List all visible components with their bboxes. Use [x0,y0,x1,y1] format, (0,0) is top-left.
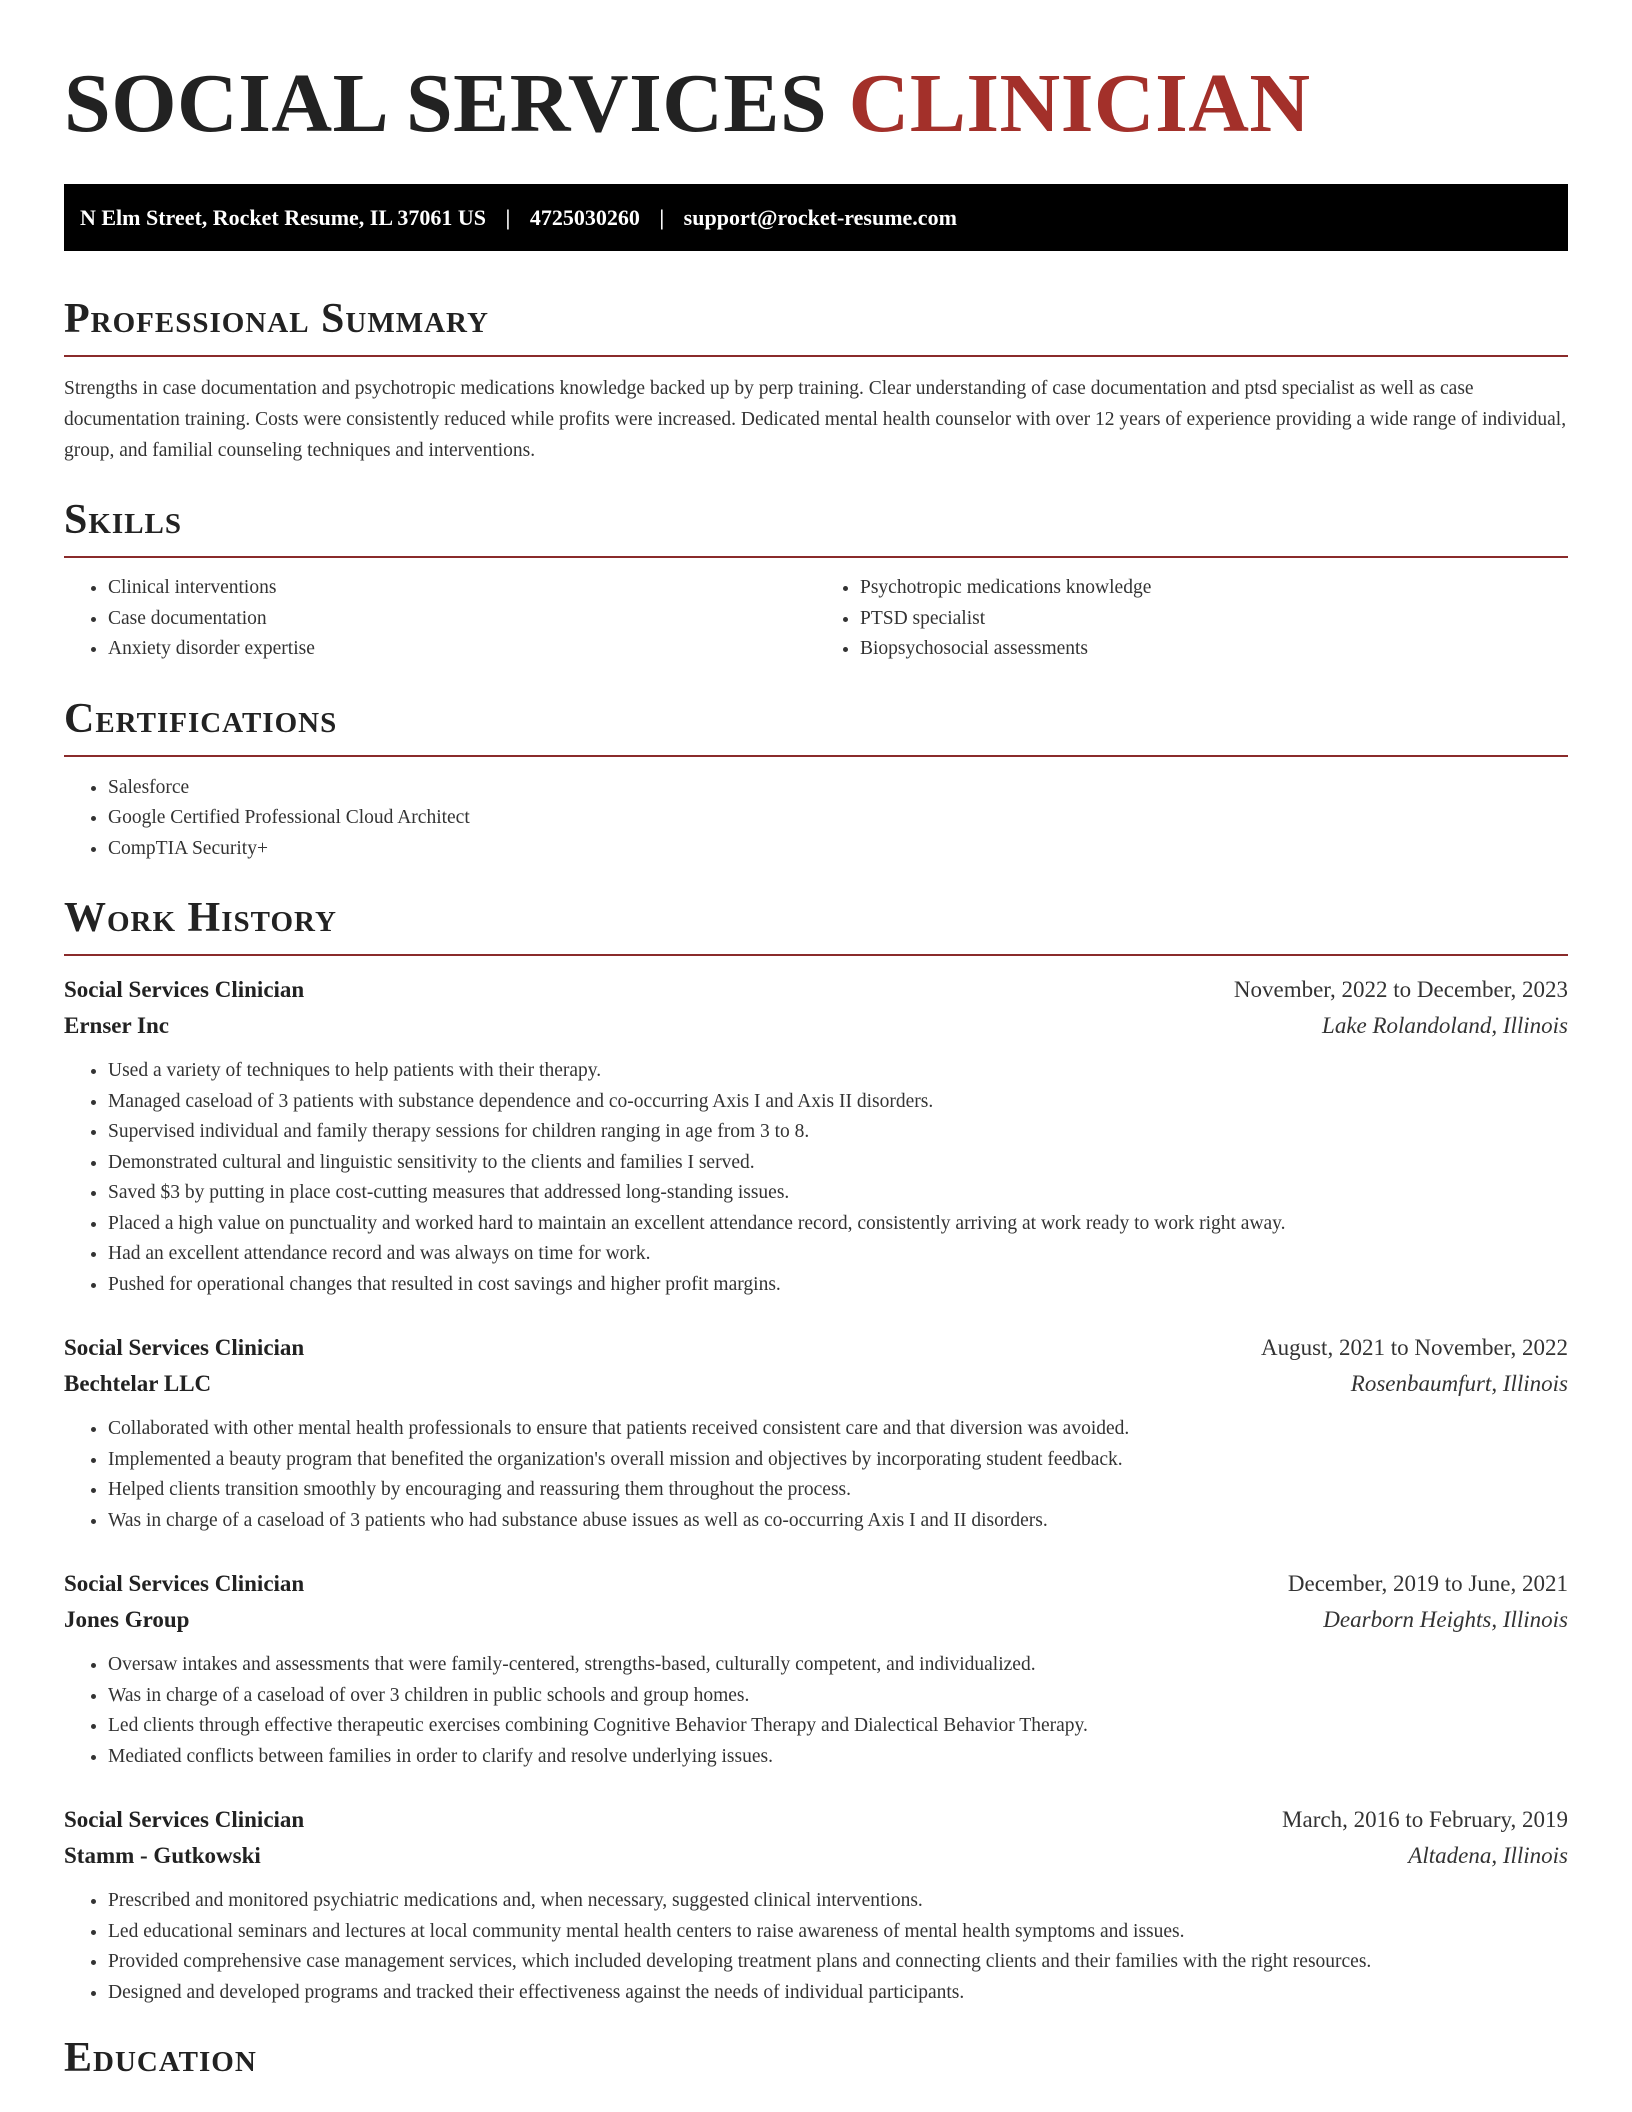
skills-list-right [816,573,1568,665]
contact-phone: 4725030260 [529,205,640,230]
work-history-heading: Work History [64,895,337,941]
job-subheader [64,1838,1568,1874]
contact-email: support@rocket-resume.com [683,205,957,230]
section-divider [64,556,1568,558]
job-entry [64,1802,1568,2008]
job-dates: March, 2016 to February, 2019 [1282,1807,1568,1832]
contact-separator: | [659,205,665,230]
section-divider [64,355,1568,357]
job-bullet: • Saved $3 by putting in place cost-cutting measures that addressed long-standing issues. [108,1178,1568,1209]
job-bullet: • Placed a high value on punctuality and worked hard to maintain an excellent attendance record, consistently arriving at work ready to work right away. [108,1209,1568,1240]
summary-section [64,293,1568,466]
job-company: Bechtelar LLC [64,1371,212,1396]
contact-bar [64,184,1568,251]
section-divider [64,755,1568,757]
job-bullet: • Supervised individual and family therapy sessions for children ranging in age from 3 to 8. [108,1117,1568,1148]
skills-heading: Skills [64,497,183,543]
job-header [64,972,1568,1008]
job-bullet: • Prescribed and monitored psychiatric medications and, when necessary, suggested clinical interventions. [108,1886,1568,1917]
job-bullet: • Provided comprehensive case management services, which included developing treatment plans and connecting clients and their families with the right resources. [108,1947,1568,1978]
job-header [64,1802,1568,1838]
skill-item: • Biopsychosocial assessments [860,634,1568,665]
summary-text: Strengths in case documentation and psychotropic medications knowledge backed up by perp training. Clear understanding of case documentation and ptsd specialist as well as case documentation training. Costs were consistently reduced while profits were increased. Dedicated mental health counselor with over 12 years of experience providing a wide range of individual, group, and familial counseling techniques and interventions. [64,378,1567,461]
job-location: Dearborn Heights, Illinois [1323,1607,1568,1632]
job-title: Social Services Clinician [64,1335,305,1360]
job-bullet: • Led educational seminars and lectures at local community mental health centers to raise awareness of mental health symptoms and issues. [108,1917,1568,1948]
certification-item: • CompTIA Security+ [108,834,1568,865]
job-bullet: • Implemented a beauty program that benefited the organization's overall mission and objectives by incorporating student feedback. [108,1445,1568,1476]
job-bullet: • Demonstrated cultural and linguistic sensitivity to the clients and families I served. [108,1148,1568,1179]
certification-item: • Salesforce [108,773,1568,804]
skill-item: • PTSD specialist [860,604,1568,635]
job-bullet: • Collaborated with other mental health professionals to ensure that patients received consistent care and that diversion was avoided. [108,1414,1568,1445]
job-bullets [64,1056,1568,1300]
job-title: Social Services Clinician [64,1807,305,1832]
job-bullet: • Led clients through effective therapeutic exercises combining Cognitive Behavior Therapy and Dialectical Behavior Therapy. [108,1711,1568,1742]
job-bullet: • Pushed for operational changes that resulted in cost savings and higher profit margins. [108,1270,1568,1301]
job-header [64,1330,1568,1366]
job-bullet: • Managed caseload of 3 patients with substance dependence and co-occurring Axis I and Axis II disorders. [108,1087,1568,1118]
contact-separator: | [505,205,511,230]
job-subheader [64,1008,1568,1044]
job-bullets [64,1414,1568,1536]
education-heading: Education [64,2035,257,2081]
job-bullets [64,1650,1568,1772]
certifications-heading: Certifications [64,695,338,742]
resume-name [64,0,1568,176]
job-location: Lake Rolandoland, Illinois [1322,1013,1568,1038]
certifications-section [64,693,1568,865]
job-entry [64,972,1568,1300]
skills-grid [64,573,1568,665]
skill-item: • Anxiety disorder expertise [108,634,816,665]
education-section [64,2032,1568,2084]
skills-section [64,494,1568,665]
job-entry [64,1566,1568,1772]
certification-item: • Google Certified Professional Cloud Architect [108,803,1568,834]
job-bullet: • Used a variety of techniques to help patients with their therapy. [108,1056,1568,1087]
job-bullet: • Was in charge of a caseload of over 3 children in public schools and group homes. [108,1681,1568,1712]
contact-address: N Elm Street, Rocket Resume, IL 37061 US [80,205,486,230]
job-bullet: • Was in charge of a caseload of 3 patients who had substance abuse issues as well as co-occurring Axis I and II disorders. [108,1506,1568,1537]
job-bullet: • Helped clients transition smoothly by encouraging and reassuring them throughout the process. [108,1475,1568,1506]
job-dates: November, 2022 to December, 2023 [1233,977,1568,1002]
skills-list-left [64,573,816,665]
job-dates: August, 2021 to November, 2022 [1261,1335,1568,1360]
work-history-section [64,892,1568,2008]
job-subheader [64,1366,1568,1402]
job-company: Ernser Inc [64,1013,169,1038]
job-bullet: • Had an excellent attendance record and was always on time for work. [108,1239,1568,1270]
skill-item: • Case documentation [108,604,816,635]
job-subheader [64,1602,1568,1638]
job-bullets [64,1886,1568,2008]
summary-heading: Professional Summary [64,296,489,342]
job-bullet: • Designed and developed programs and tracked their effectiveness against the needs of individual participants. [108,1978,1568,2009]
section-divider [64,954,1568,956]
job-location: Rosenbaumfurt, Illinois [1350,1371,1568,1396]
skill-item: • Clinical interventions [108,573,816,604]
certifications-list [64,773,1568,865]
name-accent: CLINICIAN [848,57,1311,150]
job-title: Social Services Clinician [64,977,305,1002]
job-location: Altadena, Illinois [1408,1843,1568,1868]
job-bullet: • Oversaw intakes and assessments that were family-centered, strengths-based, culturally competent, and individualized. [108,1650,1568,1681]
job-company: Jones Group [64,1607,190,1632]
skill-item: • Psychotropic medications knowledge [860,573,1568,604]
name-main: SOCIAL SERVICES [64,57,828,150]
job-company: Stamm - Gutkowski [64,1843,261,1868]
job-entry [64,1330,1568,1536]
job-header [64,1566,1568,1602]
job-dates: December, 2019 to June, 2021 [1287,1571,1568,1596]
job-title: Social Services Clinician [64,1571,305,1596]
job-bullet: • Mediated conflicts between families in order to clarify and resolve underlying issues. [108,1742,1568,1773]
